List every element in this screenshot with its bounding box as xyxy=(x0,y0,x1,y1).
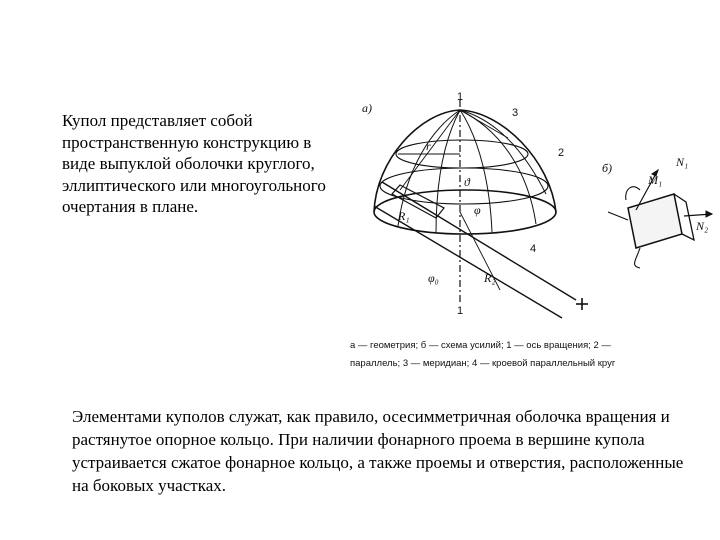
dome-diagram xyxy=(340,90,715,380)
figure-caption-line-1: а — геометрия; б — схема усилий; 1 — ось вращения; 2 — xyxy=(350,340,611,351)
force-arrow-left xyxy=(608,212,628,220)
axis-label-top: 1 xyxy=(457,91,464,103)
label-n1: N₁ xyxy=(676,155,689,169)
force-element xyxy=(628,194,682,248)
section-line xyxy=(382,182,576,300)
label-b: б) xyxy=(602,161,613,175)
dome-definition-text: Купол представляет собой пространственную конструкцию в виде выпуклой оболочки круглого, эллиптического или многоугольного очертания в плане. xyxy=(62,111,326,216)
label-n2: N₂ xyxy=(696,219,709,233)
label-r: r xyxy=(426,139,431,153)
n2-arrowhead xyxy=(706,211,712,217)
label-r1: R₁ xyxy=(398,209,410,223)
label-phi0: φ₀ xyxy=(428,271,439,285)
figure-caption-line-2: параллель; 3 — меридиан; 4 — кроевой параллельный круг xyxy=(350,358,616,369)
meridian xyxy=(460,110,546,194)
dome-figure xyxy=(340,90,715,380)
label-a: а) xyxy=(362,101,372,115)
moment-arrow-bottom xyxy=(635,248,640,268)
axis-label-bottom: 1 xyxy=(457,305,464,317)
dome-elements-text: Элементами куполов служат, как правило, осесимметричная оболочка вращения и растянутое опорное кольцо. При наличии фонарного проема в вершине купола устраивается сжатое фонарное кольцо, а также проемы и отверстия, расположенные на боковых участках. xyxy=(72,407,684,495)
label-theta: ϑ xyxy=(464,175,470,189)
m1-moment-arrow xyxy=(626,187,640,200)
label-phi: φ xyxy=(474,203,481,217)
label-2: 2 xyxy=(558,147,565,159)
label-r2: R₂ xyxy=(484,271,496,285)
meridian xyxy=(460,110,536,224)
label-3: 3 xyxy=(512,107,519,119)
label-m1: M₁ xyxy=(648,173,663,187)
label-4: 4 xyxy=(530,243,537,255)
